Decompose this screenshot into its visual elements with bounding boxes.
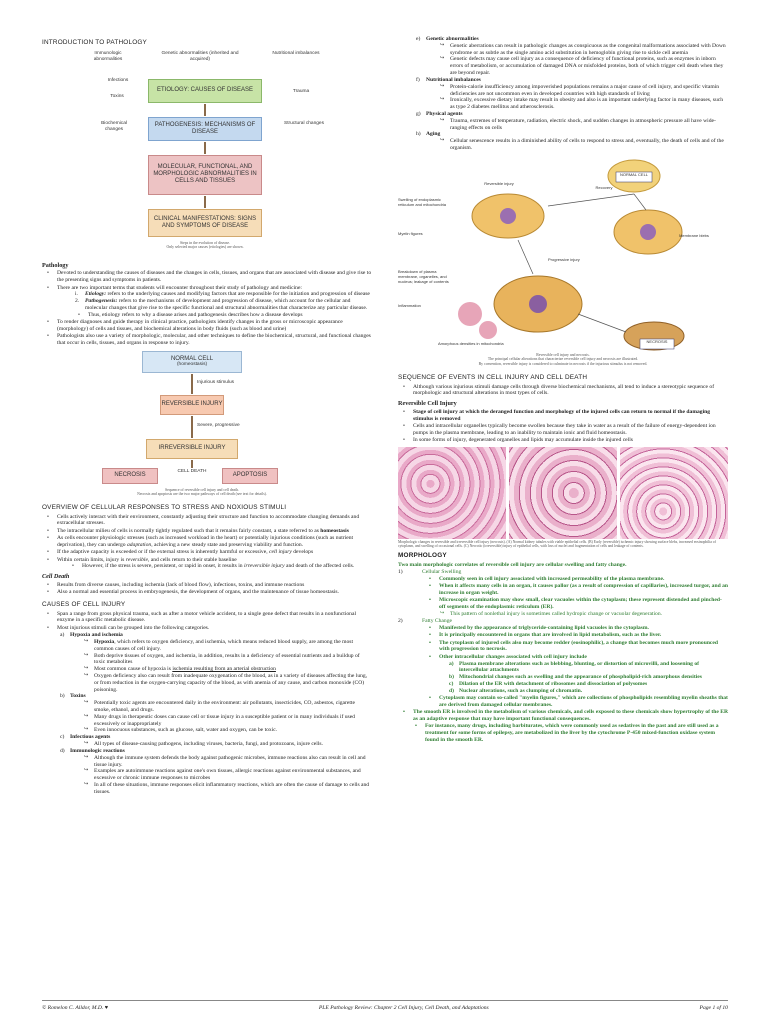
morph-item [398, 618, 728, 709]
term: Hypoxia [94, 638, 115, 645]
histology-panels [398, 447, 728, 539]
sub-list [84, 700, 372, 734]
label-cell-death: CELL DEATH [177, 468, 207, 474]
text: Dilation of the ER with detachment of ribosomes and dissociation of polysomes [459, 681, 648, 687]
text: There are two important terms that students will encounter throughout their study of pathology and medicine: [57, 284, 302, 291]
apoptosis-box: APOPTOSIS [222, 468, 278, 484]
label-necrosis: NECROSIS [646, 338, 668, 344]
right-column [398, 36, 728, 744]
category-item [416, 36, 728, 77]
marker: 1) [398, 569, 403, 575]
list-item: ↪ Genetic defects may cause cell injury as a consequence of deficiency of functional proteins, such as enzymes in inborn errors of metabolism, or accumulation of damaged DNA or misfolded proteins, both of which trigger cell death when they are beyond repair. [440, 56, 728, 76]
pathology-heading: Pathology [42, 261, 69, 269]
bold-text: Stage of cell injury at which the deranged function and morphology of the injured cells can return to normal if the damaging stimulus is removed [413, 408, 711, 422]
label-nutritional: Nutritional imbalances [272, 50, 320, 56]
smooth-er-list [402, 709, 728, 723]
disease-evolution-figure [50, 49, 340, 259]
label-inflammation: Inflammation [398, 302, 421, 308]
cause-categories [60, 632, 372, 796]
label-injurious: Injurious stimulus [197, 379, 235, 385]
caption-line-2: The principal cellular alterations that characterize reversible cell injury and necrosis are illustrated. [487, 357, 639, 362]
list-item: • Commonly seen in cell injury associated with increased permeability of the plasma membrane. [428, 576, 728, 583]
pathology-list [46, 270, 372, 346]
category-item [60, 748, 372, 796]
category-title: Nutritional imbalances [426, 76, 481, 83]
list-item: ↪ Potentially toxic agents are encountered daily in the environment: air pollutants, insecticides, CO, asbestos, cigarette smoke, ethanol, and drugs. [84, 700, 372, 714]
list-item: • When it affects many cells in an organ, it causes pallor (as a result of compression of capillaries), increased turgor, and an increase in organ weight. [428, 583, 728, 597]
sub-sub-list [440, 611, 728, 618]
text: Plasma membrane alterations such as blebbing, blunting, or distortion of microvilli, and loosening of intercellular attachments [459, 660, 700, 674]
caption-line-1: Sequence of reversible cell injury and cell death. [164, 487, 239, 492]
text: Nuclear alterations, such as clumping of chromatin. [459, 687, 583, 694]
arrow [191, 416, 193, 438]
list-item: ↪ Cellular senescence results in a diminished ability of cells to respond to stress and, eventually, the death of cells and of the organism. [440, 138, 728, 152]
list-item [75, 298, 372, 312]
histology-panel-b [509, 447, 617, 539]
morph-title: Fatty Change [422, 618, 452, 625]
list-item: • The cytoplasm of injured cells also may become redder (eosinophilic), a change that becomes much more pronounced with progression to necrosis. [428, 640, 728, 654]
caption-line-1: Steps in the evolution of disease. [180, 240, 230, 245]
cell-injury-illustration [398, 154, 728, 364]
list-item: ↪ Ironically, excessive dietary intake may result in obesity and also is an important underlying factor in many diseases, such as type 2 diabetes mellitus and atherosclerosis. [440, 97, 728, 111]
label-recovery: Recovery [595, 184, 613, 190]
page-footer [42, 1000, 728, 1012]
arrow-shape [578, 314, 626, 332]
text: Within certain limits, injury is [57, 556, 126, 563]
sub-list [440, 43, 728, 77]
cell-death-list [46, 582, 372, 596]
footer-title: PLE Pathology Review: Chapter 2 Cell Injury, Cell Death, and Adaptations [318, 1005, 489, 1011]
section-title-overview: OVERVIEW OF CELLULAR RESPONSES TO STRESS AND NOXIOUS STIMULI [42, 503, 287, 511]
morph-item [398, 569, 728, 618]
sub-list [71, 563, 372, 570]
sub-list [440, 118, 728, 132]
list-item [449, 674, 728, 681]
list-item: • Span a range from gross physical trauma, such as after a motor vehicle accident, to a single gene defect that results in a nonfunctional enzyme in a specific metabolic disease. [46, 611, 372, 625]
text: As cells encounter physiologic stresses (such as increased workload in the heart) or potentially injurious conditions (such as nutrient deprivation), they can undergo [57, 535, 354, 548]
list-item: • In some forms of injury, degenerated organelles and lipids may accumulate inside the injured cells [402, 437, 728, 444]
list-item [84, 639, 372, 653]
list-item: ↪ Trauma, extremes of temperature, radiation, electric shock, and sudden changes in atmospheric pressure all have wide-ranging effects on cells [440, 118, 728, 132]
text: Other intracellular changes associated with cell injury include [439, 653, 587, 660]
marker: e) [416, 36, 421, 42]
list-item: ↪ Oxygen deficiency also can result from inadequate oxygenation of the blood, as in a variety of diseases affecting the lung, or from reduction in the oxygen-carrying capacity of the blood, as with anemia of any cause, and carbon monoxide (CO) poisoning. [84, 673, 372, 693]
list-item: • Thus, etiology refers to why a disease arises and pathogenesis describes how a disease develops [77, 312, 372, 319]
text: refers to the underlying causes and modifying factors that are responsible for the initiation and progression of disease [106, 291, 370, 298]
section-title-morphology: MORPHOLOGY [398, 552, 447, 560]
text: If the adaptive capacity is exceeded or if the external stress is inherently harmful or excessive, [57, 549, 270, 556]
list-item: • Microscopic examination may show small, clear vacuoles within the cytoplasm; these represent distended and pinched-off segments of the endoplasmic reticulum (ER). [428, 597, 728, 611]
arrow-shape [634, 194, 646, 210]
inflammation-cells [479, 321, 497, 339]
normal-cell-label: NORMAL CELL [170, 355, 214, 362]
marker: i. [75, 291, 78, 298]
list-item: • Although various injurious stimuli damage cells through diverse biochemical mechanisms, all tend to induce a stereotypic sequence of morphologic and structural alterations in most types of cells. [402, 384, 728, 398]
list-item: • Cytoplasm may contain so-called "myelin figures," which are collections of phospholipids resembling myelin sheaths that are derived from damaged cellular membranes. [428, 695, 728, 709]
label-biochemical: Biochemical changes [101, 120, 127, 132]
cell-illustration-svg [398, 154, 728, 354]
list-item [449, 661, 728, 675]
list-item: • It is principally encountered in organs that are involved in lipid metabolism, such as the liver. [428, 632, 728, 639]
term: Etiology: [85, 291, 107, 298]
arrow-shape [518, 240, 533, 274]
morphology-intro: Two main morphologic correlates of reversible cell injury are cellular swelling and fatty change. [398, 562, 627, 569]
list-item [46, 528, 372, 535]
arrow-3 [204, 196, 206, 208]
term: cell injury [269, 549, 292, 556]
list-item: ↪ Examples are autoimmune reactions against one's own tissues, allergic reactions against environmental substances, and excessive or chronic immune responses to microbes [84, 768, 372, 782]
list-item: • Manifested by the appearance of triglyceride-containing lipid vacuoles in the cytoplasm. [428, 625, 728, 632]
marker: 2) [398, 618, 403, 625]
label-blebs: Membrane blebs [679, 232, 709, 238]
etiology-box: ETIOLOGY: CAUSES OF DISEASE [148, 79, 262, 103]
list-item: • Results from diverse causes, including ischemia (lack of blood flow), infections, toxins, and immune reactions [46, 582, 372, 589]
marker: a) [60, 632, 65, 639]
caption-line-2: Only selected major causes (etiologies) are shown. [166, 245, 244, 250]
cause-categories-continued [416, 36, 728, 152]
list-item [449, 688, 728, 695]
term: reversible [125, 556, 148, 563]
category-title: Immunologic reactions [70, 747, 125, 754]
label-genetic: Genetic abnormalities (inherited and acquired) [161, 50, 239, 62]
label-severe: Severe, progressive [197, 422, 240, 428]
arrow-shape [548, 194, 634, 206]
overview-list [46, 514, 372, 571]
morph-title: Cellular Swelling [422, 569, 462, 575]
sequence-list [402, 384, 728, 398]
category-item [416, 77, 728, 111]
list-item: ↪ In all of these situations, immune responses elicit inflammatory reactions, which are often the cause of damage to cells and tissues. [84, 782, 372, 796]
category-title: Physical agents [426, 110, 463, 117]
list-item: ↪ Even innocuous substances, such as glucose, salt, water and oxygen, can be toxic. [84, 727, 372, 734]
causes-list [46, 611, 372, 632]
list-item: • Also a normal and essential process in embryogenesis, the development of organs, and the maintenance of tissue homeostasis. [46, 589, 372, 596]
cell-death-heading [42, 573, 372, 581]
list-item: ↪ Both deprive tissues of oxygen, and ischemia, in addition, results in a deficiency of essential nutrients and a buildup of toxic metabolites [84, 653, 372, 667]
figure-caption [398, 353, 728, 366]
list-item [46, 535, 372, 549]
arrow [191, 374, 193, 394]
text: The intracellular milieu of cells is normally tightly regulated such that it remains fairly constant, a state referred to as [57, 527, 321, 534]
caption-line-1: Reversible cell injury and necrosis. [536, 352, 590, 357]
category-item [60, 734, 372, 748]
abnormalities-box: MOLECULAR, FUNCTIONAL, AND MORPHOLOGIC ABNORMALITIES IN CELLS AND TISSUES [148, 155, 262, 195]
text: refers to the mechanisms of development and progression of disease, which account for the cellular and molecular changes that give rise to the specific functional and structural abnormalities that characterize any particular disease. [85, 298, 368, 311]
term: Pathogenesis: [85, 298, 118, 305]
sub-list [84, 741, 372, 748]
text: However, if the stress is severe, persistent, or rapid in onset, it results in [82, 563, 244, 570]
label-normal-cell: NORMAL CELL [619, 171, 649, 177]
marker: 2. [75, 298, 80, 305]
label-toxins: Toxins [110, 93, 124, 99]
label-reversible: Reversible injury [484, 180, 514, 186]
text: Most common cause of hypoxia is [94, 666, 173, 673]
nucleus-shape [640, 224, 656, 240]
list-item [428, 654, 728, 695]
marker: b) [449, 674, 454, 681]
sub-list [428, 576, 728, 611]
category-title: Aging [426, 131, 441, 138]
pathogenesis-box: PATHOGENESIS: MECHANISMS OF DISEASE [148, 117, 262, 141]
sub-list [440, 84, 728, 111]
marker: c) [449, 681, 454, 687]
histology-panel-c [620, 447, 728, 539]
terms-list [75, 291, 372, 311]
list-item: ↪ Many drugs in therapeutic doses can cause cell or tissue injury in a susceptible patient or in many individuals if used excessively or inappropriately [84, 714, 372, 728]
figure-caption [82, 488, 322, 497]
reversible-heading: Reversible Cell Injury [398, 400, 457, 408]
sub-list [84, 755, 372, 796]
footer-page-number: Page 1 of 10 [699, 1005, 728, 1011]
clinical-box: CLINICAL MANIFESTATIONS: SIGNS AND SYMPTOMS OF DISEASE [148, 209, 262, 237]
necrosis-box: NECROSIS [102, 468, 158, 484]
label-breakdown: Breakdown of plasma membrane, organelles, and nucleus; leakage of contents [398, 268, 449, 284]
sub-list [77, 312, 372, 319]
reversible-injury-box: REVERSIBLE INJURY [160, 395, 224, 415]
marker: d) [449, 687, 454, 694]
irreversible-injury-box: IRREVERSIBLE INJURY [146, 439, 238, 459]
list-item [402, 409, 728, 423]
list-item: • For instance, many drugs, including barbiturates, which were commonly used as sedatives in the past and are still used as a treatment for some forms of epilepsy, are metabolized in the liver by the cytochrome P-450 mixed-function oxidase system found in the smooth ER. [414, 723, 728, 743]
inflammation-cells [458, 302, 482, 326]
list-item: • To render diagnoses and guide therapy in clinical practice, pathologists identify changes in the gross or microscopic appearance (morphology) of cells and tissues, and biochemical alterations in body fluids (such as blood and urine) [46, 319, 372, 333]
list-item: ↪ Although the immune system defends the body against pathogenic microbes, immune reactions also can result in cell and tissue injury. [84, 755, 372, 769]
left-column [42, 36, 372, 796]
histology-caption: Morphologic changes in reversible and irreversible cell injury (necrosis). (A) Normal kidney tubules with viable epithelial cells. (B) Early (reversible) ischemic injury showing surface blebs, increased eosinophilia of cytoplasm, and swelling of occasional cells. (C) Necrotic (irreversible) injury of epithelial cells, with loss of nuclei and fragmentation of cells and leakage of contents. [398, 539, 716, 549]
histology-panel-a [398, 447, 506, 539]
marker: b) [60, 693, 65, 700]
normal-cell-box [142, 351, 242, 373]
text: , which refers to oxygen deficiency, and ischemia, which means reduced blood supply, are among the most common causes of cell injury. [94, 638, 354, 652]
smooth-er-sub-list [414, 723, 728, 743]
text: , achieving a new steady state and preserving viability and function. [151, 541, 304, 548]
list-item: • The smooth ER is involved in the metabolism of various chemicals, and cells exposed to these chemicals show hypertrophy of the ER as an adaptive response that may have important functional consequences. [402, 709, 728, 723]
sub-list [84, 639, 372, 694]
label-swelling: Swelling of endoplasmic reticulum and mitochondria [398, 196, 447, 207]
category-title: Infectious agents [70, 734, 111, 741]
section-title-causes: CAUSES OF CELL INJURY [42, 600, 126, 608]
caption-line-3: By convention, reversible injury is considered to culminate in necrosis if the injurious stimulus is not removed. [478, 361, 648, 366]
category-item [60, 693, 372, 734]
label-immunologic: Immunologic abnormalities [93, 50, 123, 62]
term: irreversible injury [243, 563, 285, 570]
nucleus-shape [500, 208, 516, 224]
label-progressive: Progressive injury [548, 256, 580, 262]
text: develops [291, 549, 314, 556]
label-trauma: Trauma [292, 88, 310, 94]
sub-list [428, 625, 728, 709]
list-item [84, 666, 372, 673]
category-item [416, 111, 728, 131]
morphology-list [398, 569, 728, 709]
reversible-list [402, 409, 728, 444]
text: , and cells return to their stable baseline [147, 556, 237, 563]
list-item [46, 557, 372, 571]
list-item: • Most injurious stimuli can be grouped into the following categories. [46, 625, 372, 632]
cell-injury-figure [82, 349, 322, 501]
category-item [416, 131, 728, 151]
arrow-1 [204, 104, 206, 116]
text: Mitochondrial changes such as swelling and the appearance of phospholipid-rich amorphous densities [459, 674, 702, 681]
term: adaptation [126, 541, 152, 548]
marker: d) [60, 747, 65, 754]
marker: g) [416, 110, 421, 117]
marker: h) [416, 131, 421, 138]
label-amorphous: Amorphous densities in mitochondria [438, 340, 504, 346]
marker: f) [416, 76, 420, 83]
list-item: • Cells actively interact with their environment, constantly adjusting their structure and function to accommodate changing demands and extracellular stresses. [46, 514, 372, 528]
arrow-2 [204, 142, 206, 154]
section-title-intro: INTRODUCTION TO PATHOLOGY [42, 39, 148, 46]
footer-author: © Romelon C. Alldor, M.D. ♥ [42, 1005, 109, 1011]
list-item: ↪ All types of disease-causing pathogens, including viruses, bacteria, fungi, and protozoans, injure cells. [84, 741, 372, 748]
homeostasis-label: (homeostasis) [176, 362, 208, 368]
term: homeostasis [320, 527, 349, 534]
list-item: ↪ This pattern of nonlethal injury is sometimes called hydropic change or vacuolar degeneration. [440, 611, 728, 618]
list-item [71, 563, 372, 570]
arrow [191, 460, 193, 468]
text: and death of the affected cells. [284, 563, 355, 570]
list-item: • Cells and intracellular organelles typically become swollen because they take in water as a result of the failure of energy-dependent ion pumps in the plasma membrane, leading to an inability to maintain ionic and fluid homeostasis. [402, 423, 728, 437]
section-title-sequence: SEQUENCE OF EVENTS IN CELL INJURY AND CELL DEATH [398, 373, 588, 381]
category-title: Toxins [70, 693, 86, 700]
marker: a) [449, 660, 454, 667]
label-myelin: Myelin figures [398, 230, 423, 236]
list-item [46, 549, 372, 556]
category-title: Hypoxia and ischemia [70, 632, 123, 639]
marker: c) [60, 734, 65, 741]
list-item [449, 681, 728, 688]
caption-line-2: Necrosis and apoptosis are the two major pathways of cell death (see text for details). [137, 492, 267, 497]
nucleus-shape [529, 295, 547, 313]
list-item: • Devoted to understanding the causes of diseases and the changes in cells, tissues, and organs that are associated with disease and give rise to the presenting signs and symptoms in patients. [46, 270, 372, 284]
list-item [46, 285, 372, 319]
list-item: ↪ Genetic aberrations can result in pathologic changes as conspicuous as the congenital malformations associated with Down syndrome or as subtle as the single amino acid substitution in hemoglobin giving rise to sickle cell anemia [440, 43, 728, 57]
category-title: Genetic abnormalities [426, 36, 479, 42]
heading-text: Cell Death [42, 573, 70, 581]
category-item [60, 632, 372, 693]
label-infections: Infections [107, 77, 129, 83]
sub-list [440, 138, 728, 152]
alterations-list [449, 661, 728, 695]
label-structural: Structural changes [284, 120, 324, 126]
list-item: ↪ Protein-calorie insufficiency among impoverished populations remains a major cause of cell injury, and specific vitamin deficiencies are not uncommon even in developed countries with high standards of living [440, 84, 728, 98]
underlined-text: ischemia resulting from an arterial obstruction [172, 666, 276, 673]
figure-caption [130, 241, 280, 250]
list-item: • Pathologists also use a variety of morphologic, molecular, and other techniques to define the biochemical, structural, and functional changes that occur in cells, tissues, and organs in response to injury. [46, 333, 372, 347]
